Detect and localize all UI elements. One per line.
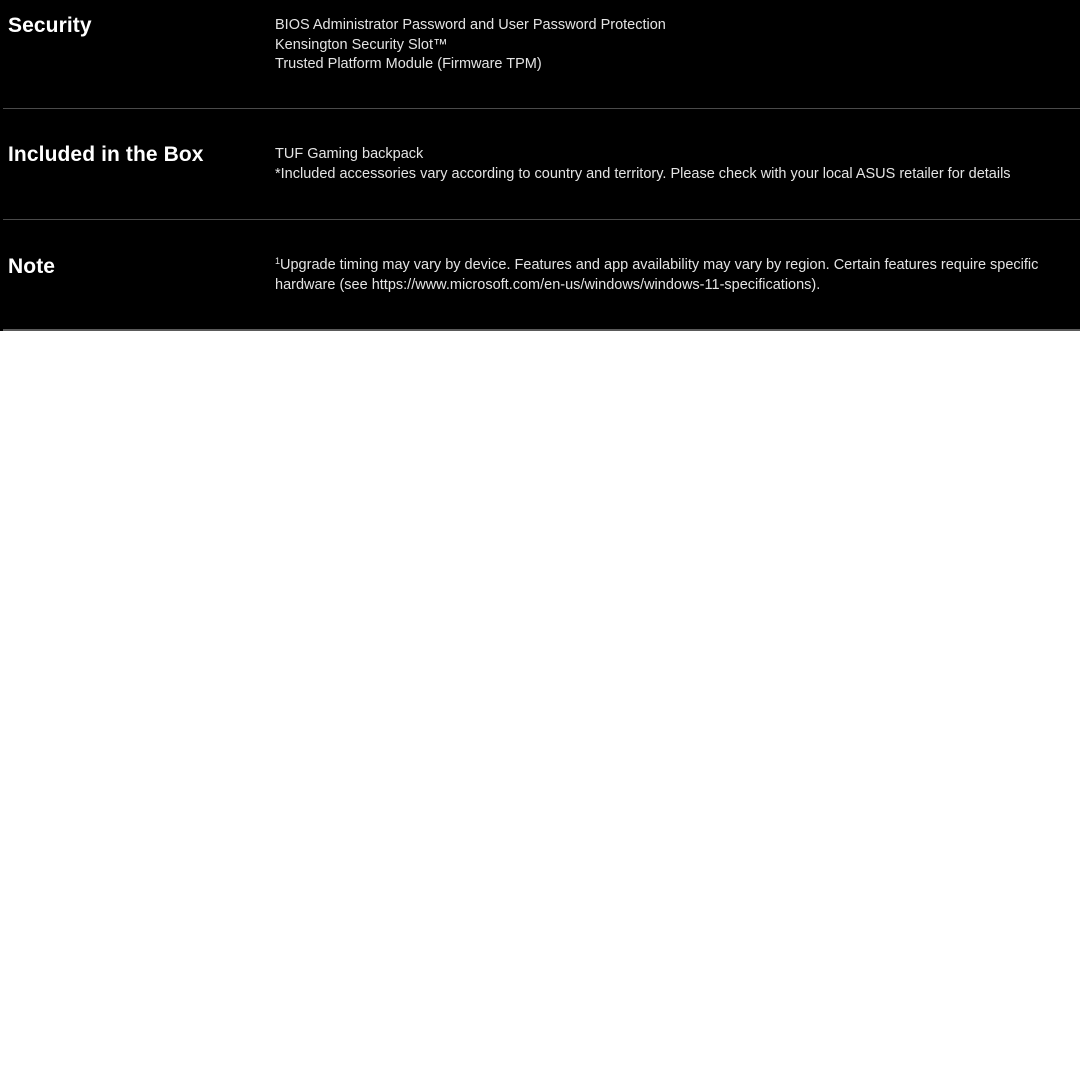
spec-table	[0, 0, 1080, 331]
spec-value: TUF Gaming backpack	[275, 146, 424, 162]
note-text: Upgrade timing may vary by device. Features and app availability may vary by region. Certain features require specific hardware (see https://www.microsoft.com/en-us/windows/windows-11-specifications).	[275, 257, 1039, 293]
spec-value: BIOS Administrator Password and User Password Protection	[275, 17, 666, 33]
spec-label-included-in-the-box: Included in the Box	[8, 143, 204, 166]
spec-value: *Included accessories vary according to country and territory. Please check with your local ASUS retailer for details	[275, 165, 1011, 182]
spec-row-included-in-the-box	[0, 109, 1080, 219]
spec-row-security	[0, 0, 1080, 108]
spec-values-security	[275, 16, 1065, 75]
spec-values-included-in-the-box	[275, 145, 1065, 184]
spec-row-note	[0, 220, 1080, 330]
spec-value: Trusted Platform Module (Firmware TPM)	[275, 56, 542, 73]
spec-value: Kensington Security Slot™	[275, 36, 448, 53]
spec-values-note	[275, 256, 1065, 295]
row-divider	[3, 329, 1080, 331]
footnote-marker: 1	[275, 256, 281, 266]
spec-label-security: Security	[8, 14, 92, 37]
spec-label-note: Note	[8, 255, 56, 278]
